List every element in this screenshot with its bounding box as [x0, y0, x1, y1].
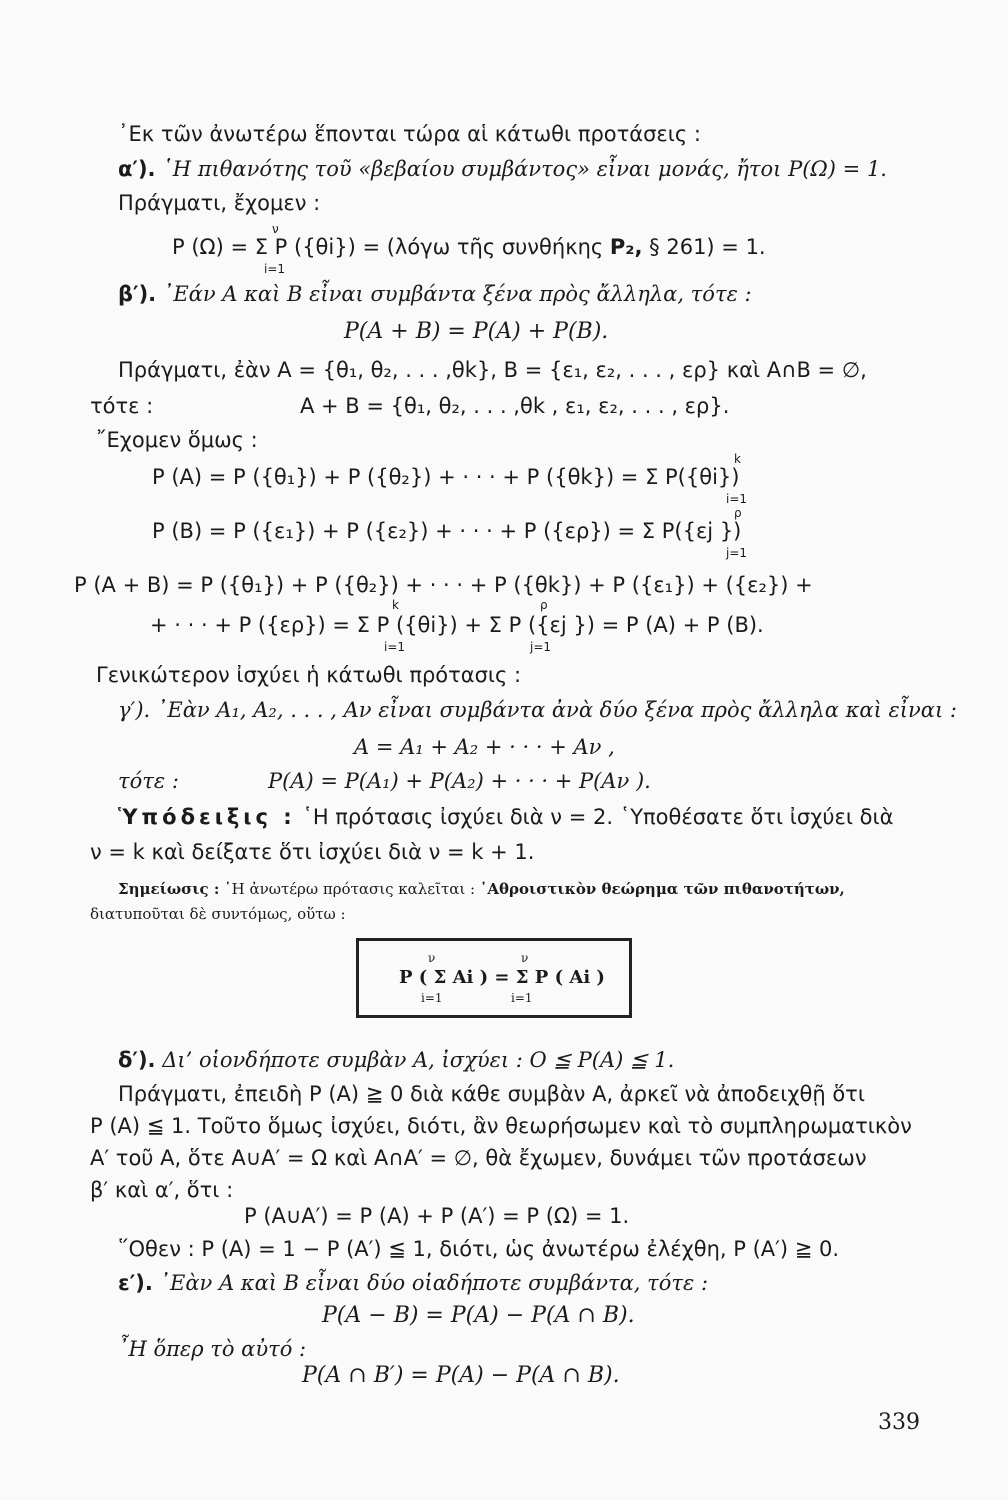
proposition-a-label: α′). [118, 157, 156, 181]
sum-lower-3: i=1 [726, 492, 748, 506]
line-indeed-4: P (A) ≦ 1. Τοῦτο ὅμως ἰσχύει, διότι, ἂν θεωρήσωμεν καὶ τὸ συμπληρωματικὸν [90, 1114, 912, 1138]
proposition-b-text: ᾿Εάν A καὶ B εἶναι συμβάντα ξένα πρὸς ἄλληλα, τότε : [162, 282, 752, 306]
equation-7: A = A₁ + A₂ + · · · + Aν , [354, 735, 615, 759]
proposition-e-label: ε′). [118, 1271, 153, 1295]
equation-11: P(A ∩ B′) = P(A) − P(A ∩ B). [302, 1363, 620, 1388]
line-indeed-2: Πράγματι, ἐὰν A = {θ₁, θ₂, . . . ,θk}, B = {ε₁, ε₂, . . . , ερ} καὶ A∩B = ∅, [118, 358, 867, 382]
sum-upper-6b: ρ [540, 598, 548, 612]
equation-3: P (A) = P ({θ₁}) + P ({θ₂}) + · · · + P ({θk}) = Σ P({θi}) [152, 465, 740, 489]
equation-10: P(A − B) = P(A) − P(A ∩ B). [322, 1303, 635, 1328]
line-then-2-label: τότε : [118, 769, 179, 793]
proposition-d-text: Δι’ οἱονδήποτε συμβὰν A, ἰσχύει : O ≦ P(A) ≦ 1. [162, 1048, 675, 1072]
sum-upper-1: ν [272, 222, 279, 236]
note-label: Σημείωσις : [118, 880, 220, 898]
note-line-1 [118, 876, 845, 902]
line-then-1-label: τότε : [90, 394, 154, 418]
box-equation: P ( Σ Ai ) = Σ P ( Ai ) [399, 967, 605, 988]
equation-8: P(A) = P(A₁) + P(A₂) + · · · + P(Aν ). [268, 769, 651, 793]
line-general: Γενικώτερον ἰσχύει ἡ κάτωθι πρότασις : [96, 663, 522, 687]
box-sum-upper-1: ν [428, 951, 436, 965]
equation-5: P (A + B) = P ({θ₁}) + P ({θ₂}) + · · · + P ({θk}) + P ({ε₁}) + ({ε₂}) + [74, 573, 813, 597]
equation-6: + · · · + P ({ερ}) = Σ P ({θi}) + Σ P ({εj }) = P (A) + P (B). [150, 613, 764, 637]
proposition-e-text: ᾿Εὰν A καὶ B εἶναι δύο οἱαδήποτε συμβάντα, τότε : [159, 1271, 709, 1295]
proposition-d [118, 1047, 674, 1073]
sum-lower-4: j=1 [726, 546, 748, 560]
line-indeed-1: Πράγματι, ἔχομεν : [118, 191, 321, 215]
equation-9: P (A∪A′) = P (A) + P (A′) = P (Ω) = 1. [244, 1204, 630, 1228]
hint-label: Ὑπόδειξις : [118, 805, 296, 829]
equation-1-main: P (Ω) = Σ P ({θi}) = (λόγω τῆς συνθήκης [172, 235, 604, 259]
box-sum-upper-2: ν [521, 951, 529, 965]
line-intro: ᾿Εκ τῶν ἀνωτέρω ἕπονται τώρα αἱ κάτωθι προτάσεις : [118, 122, 701, 146]
page-number: 339 [878, 1410, 920, 1435]
line-hence: ῞Οθεν : P (A) = 1 − P (A′) ≦ 1, διότι, ὡς ἀνωτέρω ἐλέχθη, P (A′) ≧ 0. [118, 1237, 840, 1261]
equation-4: P (B) = P ({ε₁}) + P ({ε₂}) + · · · + P ({ερ}) = Σ P({εj }) [152, 519, 742, 543]
proposition-e [118, 1270, 708, 1296]
equation-1-end: § 261) = 1. [649, 235, 766, 259]
proposition-a [118, 156, 887, 182]
equation-1 [172, 234, 766, 260]
theorem-box [356, 938, 632, 1018]
line-or: ῏Η ὅπερ τὸ αὐτό : [118, 1337, 307, 1361]
sum-upper-3: k [734, 452, 741, 466]
line-indeed-5: A′ τοῦ A, ὅτε A∪A′ = Ω καὶ A∩A′ = ∅, θὰ ἔχωμεν, δυνάμει τῶν προτάσεων [90, 1146, 867, 1170]
line-indeed-3: Πράγματι, ἐπειδὴ P (A) ≧ 0 διὰ κάθε συμβὰν A, ἀρκεῖ νὰ ἀποδειχθῇ ὅτι [118, 1082, 865, 1106]
box-sum-lower-2: i=1 [511, 991, 533, 1005]
equation-2: P(A + B) = P(A) + P(B). [344, 319, 609, 344]
sum-upper-4: ρ [734, 506, 742, 520]
proposition-b-label: β′). [118, 282, 157, 306]
note-text: ῾Η ἀνωτέρω πρότασις καλεῖται : [224, 880, 476, 898]
line-we-have: ῎Εχομεν ὅμως : [96, 428, 258, 452]
note-theorem-name: ᾿Αθροιστικὸν θεώρημα τῶν πιθανοτήτων, [479, 880, 845, 898]
note-line-2: διατυποῦται δὲ συντόμως, οὕτω : [90, 905, 346, 923]
hint-text: ῾Η πρότασις ἰσχύει διὰ ν = 2. ῾Υποθέσατε ὅτι ἰσχύει διὰ [302, 805, 894, 829]
proposition-c [118, 697, 957, 723]
sum-upper-6a: k [392, 598, 399, 612]
proposition-c-text: ᾿Εὰν A₁, A₂, . . . , Aν εἶναι συμβάντα ἀνὰ δύο ξένα πρὸς ἄλληλα καὶ εἶναι : [156, 698, 957, 722]
sum-lower-1: i=1 [264, 262, 286, 276]
sum-lower-6b: j=1 [530, 640, 552, 654]
proposition-b [118, 281, 752, 307]
proposition-c-label: γ′). [118, 698, 151, 722]
proposition-d-label: δ′). [118, 1048, 156, 1072]
proposition-a-text: ῾Η πιθανότης τοῦ «βεβαίου συμβάντος» εἶναι μονάς, ἤτοι P(Ω) = 1. [162, 157, 887, 181]
line-then-1-set: A + B = {θ₁, θ₂, . . . ,θk , ε₁, ε₂, . . . , ερ}. [300, 394, 730, 418]
sum-lower-6a: i=1 [384, 640, 406, 654]
hint-line-2: ν = k καὶ δείξατε ὅτι ἰσχύει διὰ ν = k + 1. [90, 840, 535, 864]
box-sum-lower-1: i=1 [421, 991, 443, 1005]
line-indeed-6: β′ καὶ α′, ὅτι : [90, 1178, 234, 1202]
hint-line-1 [118, 804, 893, 830]
equation-1-condition: P₂, [609, 235, 643, 259]
